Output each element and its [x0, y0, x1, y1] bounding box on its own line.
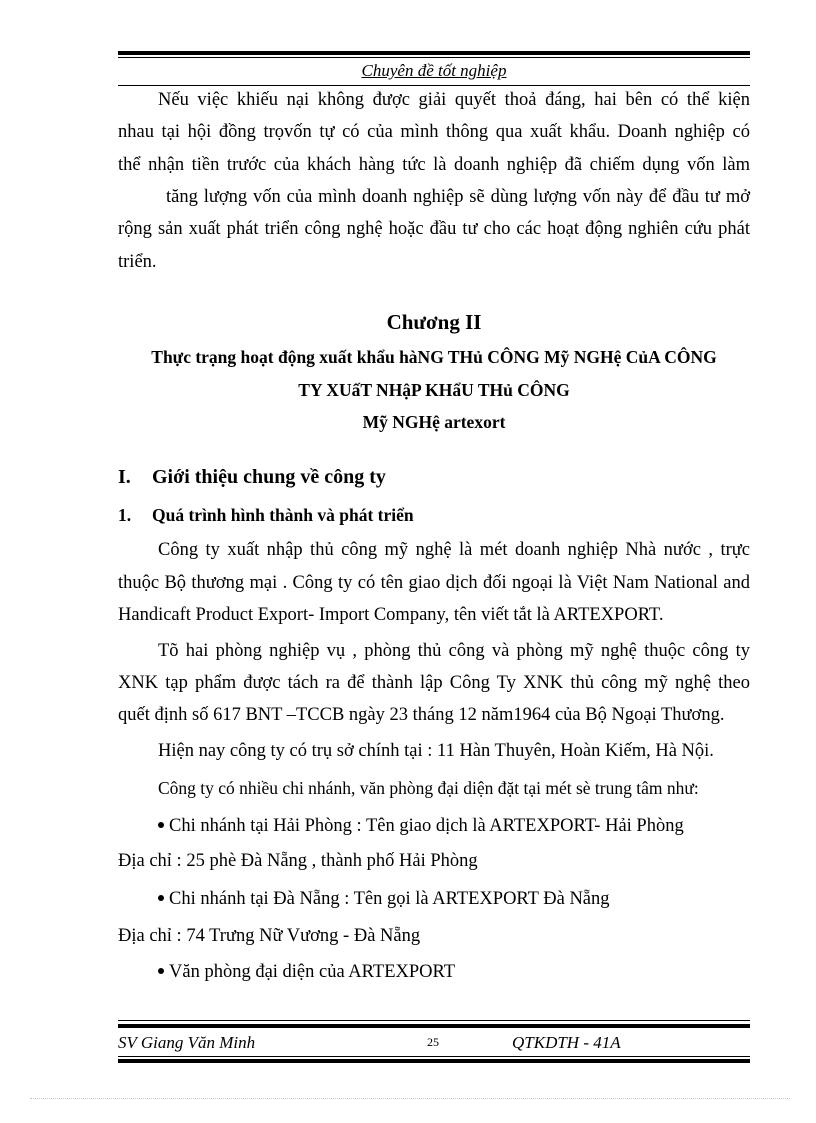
footer-author: SV Giang Văn Minh: [118, 1033, 256, 1052]
body-line: thuộc Bộ thương mại . Công ty có tên giao dịch đối ngoại là Việt Nam National and: [118, 573, 750, 593]
header-title: Chuyên đề tốt nghiệp: [361, 61, 507, 80]
body-line: Tõ hai phòng nghiệp vụ , phòng thủ công và phòng mỹ nghệ thuộc công ty: [158, 641, 750, 661]
bullet-icon: [158, 822, 164, 828]
section-title: Giới thiệu chung về công ty: [152, 466, 386, 488]
footer-rule-bottom: [118, 1056, 750, 1057]
header-rule-thin: [118, 57, 750, 58]
branch-address: Địa chỉ : 74 Trưng Nữ Vương - Đà Nẵng: [118, 926, 421, 946]
bullet-icon: [158, 968, 164, 974]
subsection-number: 1.: [118, 505, 132, 525]
subsection-heading: [118, 505, 414, 526]
body-line: quết định số 617 BNT –TCCB ngày 23 tháng 12 năm1964 của Bộ Ngoại Thương.: [118, 705, 725, 725]
footer-rule-bottom-thick: [118, 1059, 750, 1063]
header-rule-bottom: [118, 85, 750, 86]
header-rule-thick: [118, 51, 750, 55]
chapter-subtitle-line: TY XUấT NHậP KHẩU THủ CÔNG: [298, 380, 570, 400]
intro-line: rộng sản xuất phát triển công nghệ hoặc đầu tư cho các hoạt động nghiên cứu phát: [118, 219, 750, 239]
body-line: Công ty có nhiều chi nhánh, văn phòng đại diện đặt tại mét sè trung tâm như:: [158, 778, 699, 798]
chapter-subtitle-line: Mỹ NGHệ artexort: [362, 412, 506, 432]
intro-line: thể nhận tiền trước của khách hàng tức là doanh nghiệp đã chiếm dụng vốn làm: [118, 155, 750, 175]
intro-line: triển.: [118, 252, 157, 272]
chapter-subtitle-line: Thực trạng hoạt động xuất khẩu hàNG THủ CÔNG Mỹ NGHệ CủA CÔNG: [151, 347, 717, 367]
intro-line: nhau tại hội đồng trọvốn tự có của mình thông qua xuất khẩu. Doanh nghiệp có: [118, 122, 750, 142]
subsection-title: Quá trình hình thành và phát triển: [152, 505, 414, 525]
footer-rule-thick: [118, 1024, 750, 1028]
section-number: I.: [118, 466, 131, 488]
footer-rule-thin: [118, 1020, 750, 1021]
intro-line: Nếu việc khiếu nại không được giải quyết thoả đáng, hai bên có thể kiện: [158, 90, 750, 110]
footer-class-code: QTKDTH - 41A: [512, 1033, 621, 1052]
footer-page-number: 25: [427, 1035, 439, 1049]
branch-text: Chi nhánh tại Hải Phòng : Tên giao dịch là ARTEXPORT- Hải Phòng: [169, 816, 684, 836]
chapter-title: Chương II: [386, 310, 482, 334]
body-line: Hiện nay công ty có trụ sở chính tại : 11 Hàn Thuyên, Hoàn Kiếm, Hà Nội.: [158, 741, 714, 761]
bullet-icon: [158, 895, 164, 901]
branch-item: [158, 962, 790, 983]
intro-line: tăng lượng vốn của mình doanh nghiệp sẽ dùng lượng vốn này để đầu tư mở: [166, 187, 750, 207]
office-text: Văn phòng đại diện của ARTEXPORT: [169, 962, 456, 982]
body-line: XNK tạp phẩm được tách ra để thành lập Công Ty XNK thủ công mỹ nghệ theo: [118, 673, 750, 693]
page-edge-divider: [30, 1098, 790, 1099]
branch-address: Địa chỉ : 25 phè Đà Nẵng , thành phố Hải Phòng: [118, 851, 478, 871]
branch-item: [158, 889, 790, 910]
body-line: Handicaft Product Export- Import Company, tên viết tắt là ARTEXPORT.: [118, 605, 664, 625]
branch-text: Chi nhánh tại Đà Nẵng : Tên gọi là ARTEXPORT Đà Nẵng: [169, 889, 610, 909]
branch-item: [158, 816, 790, 837]
section-heading: [118, 466, 386, 489]
body-line: Công ty xuất nhập thủ công mỹ nghệ là mét doanh nghiệp Nhà nước , trực: [158, 540, 750, 560]
